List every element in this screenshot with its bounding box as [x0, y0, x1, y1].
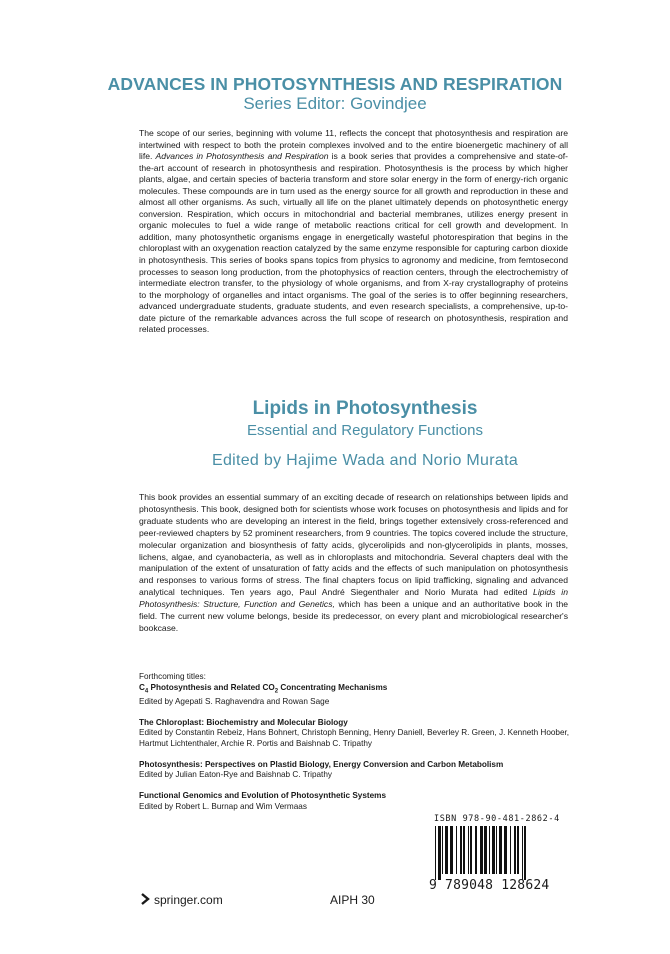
forthcoming-editors: Edited by Robert L. Burnap and Wim Vermaas [139, 801, 307, 811]
barcode-graphic [433, 826, 557, 880]
title-part: C [139, 682, 145, 692]
forthcoming-title: Functional Genomics and Evolution of Photosynthetic Systems [139, 791, 387, 801]
springer-site: springer.com [154, 893, 223, 907]
barcode-bar [470, 826, 472, 874]
barcode-bar [514, 826, 516, 874]
book-title: Lipids in Photosynthesis [252, 398, 478, 419]
barcode-bar [499, 826, 502, 874]
forthcoming-entry [139, 791, 599, 812]
forthcoming-editors: Edited by Agepati S. Raghavendra and Rowan Sage [139, 696, 330, 706]
barcode-bar [475, 826, 477, 874]
barcode-bar [442, 826, 443, 874]
series-title: ADVANCES IN PHOTOSYNTHESIS AND RESPIRATION [107, 74, 563, 94]
barcode-bar [492, 826, 495, 874]
forthcoming-entry [139, 683, 599, 708]
description-italic-title: Lipids in Photosynthesis: Structure, Function and Genetics, [139, 587, 568, 610]
barcode-bar [456, 826, 457, 874]
barcode-bar [517, 826, 519, 874]
springer-link[interactable] [140, 893, 223, 907]
forthcoming-label: Forthcoming titles: [139, 672, 206, 681]
barcode-bar [438, 826, 441, 880]
subscript: 2 [274, 688, 279, 695]
series-volume-code: AIPH 30 [330, 893, 375, 907]
book-description [139, 492, 568, 635]
barcode-bar [510, 826, 511, 874]
title-part: Photosynthesis and Related CO [148, 682, 275, 692]
barcode-bar [468, 826, 469, 874]
isbn-label: ISBN 978-90-481-2862-4 [434, 814, 560, 824]
scope-text-1: The scope of our series, beginning with volume 11, reflects the concept that photosynthesis and respiration are intertwined with respect to both the protein complexes involved and to the entire bioenergetic machinery of all life. [139, 128, 568, 162]
barcode-bar [489, 826, 490, 874]
title-part: Concentrating Mechanisms [278, 682, 388, 692]
barcode-bar [445, 826, 448, 874]
series-scope-paragraph [139, 128, 568, 336]
book-editors: Edited by Hajime Wada and Norio Murata [211, 452, 519, 469]
barcode-bar [480, 826, 483, 874]
barcode-bar [484, 826, 487, 874]
isbn-barcode-block [429, 814, 573, 893]
forthcoming-title: The Chloroplast: Biochemistry and Molecular Biology [139, 717, 348, 727]
forthcoming-entry [139, 760, 599, 781]
barcode-bar [450, 826, 453, 874]
barcode-bar [524, 826, 526, 880]
forthcoming-title: Photosynthesis: Perspectives on Plastid Biology, Energy Conversion and Carbon Metabolism [139, 759, 504, 769]
scope-text-2: is a book series that provides a comprehensive and state-of-the-art account of research in photosynthesis and respiration. Photosynthesis is the process by which higher plants, algae, and certain species of bacteria transform and store solar energy in the form of energy-rich organic molecules. These compounds are in turn used as the energy source for all growth and reproduction in these and almost all other organisms. As such, virtually all life on the planet ultimately depends on photosynthetic energy conversion. Respiration, which occurs in mitochondrial and bacterial membranes, utilizes energy present in organic molecules to fuel a wide range of metabolic reactions critical for cell growth and development. In addition, many photosynthetic organisms engage in energetically wasteful photorespiration that begins in the chloroplast with an oxygenation reaction catalyzed by the same enzyme responsible for capturing carbon dioxide in photosynthesis. This series of books spans topics from physics to agronomy and medicine, from femtosecond processes to season long production, from the photophysics of reaction centers, through the electrochemistry of intermediate electron transfer, to the physiology of whole organisms, and from X-ray crystallography of proteins to the morphology of organelles and intact organisms. The goal of the series is to offer beginning researchers, advanced undergraduate students, graduate students, and even research specialists, a comprehensive, up-to-date picture of the remarkable advances across the full scope of research on photosynthesis, respiration and related processes. [139, 151, 568, 335]
series-editor: Series Editor: Govindjee [243, 94, 427, 113]
barcode-bar [522, 826, 523, 880]
chevron-right-icon [140, 893, 151, 905]
description-text-2: which has been a unique and an authoritative book in the field. The current new volume belongs, beside its predecessor, on every plant and microbiological researcher's bookcase. [139, 599, 569, 633]
description-text-1: This book provides an essential summary of an exciting decade of research on relationships between lipids and photosynthesis. This book, designed both for scientists whose work focuses on photosynthesis and lipids and for graduate students who are developing an interest in the field, brings together extensively cross-referenced and peer-reviewed chapters by 52 prominent researchers, from 9 countries. The topics covered include the structure, molecular organization and biosynthesis of fatty acids, glycerolipids and non-glycerolipids in plants, mosses, lichens, algae, and cyanobacteria, as well as in chloroplasts and mitochondria. Several chapters deal with the manipulation of the extent of unsaturation of fatty acids and the effects of such manipulation on photosynthesis and responses to various forms of stress. The final chapters focus on lipid trafficking, signaling and advanced analytical techniques. Ten years ago, Paul André Siegenthaler and Norio Murata had edited [139, 492, 568, 598]
forthcoming-editors: Edited by Julian Eaton-Rye and Baishnab C. Tripathy [139, 770, 332, 780]
forthcoming-title [139, 683, 599, 697]
barcode-bar [463, 826, 465, 874]
scope-series-name: Advances in Photosynthesis and Respiration [155, 151, 329, 162]
barcode-bar [504, 826, 507, 874]
isbn-digits: 9 789048 128624 [429, 878, 550, 893]
book-subtitle: Essential and Regulatory Functions [247, 422, 483, 439]
barcode-bar [496, 826, 497, 874]
forthcoming-editors: Edited by Constantin Rebeiz, Hans Bohnert, Christoph Benning, Henry Daniell, Beverley R. Green, J. Kenneth Hoober, Hartmut Lichtenthaler, Archie R. Portis and Baishnab C. Tripathy [139, 728, 570, 748]
subscript: 4 [144, 688, 149, 695]
forthcoming-entry [139, 718, 599, 750]
barcode-bar [460, 826, 462, 874]
barcode-bar [435, 826, 436, 880]
forthcoming-titles [139, 672, 599, 812]
